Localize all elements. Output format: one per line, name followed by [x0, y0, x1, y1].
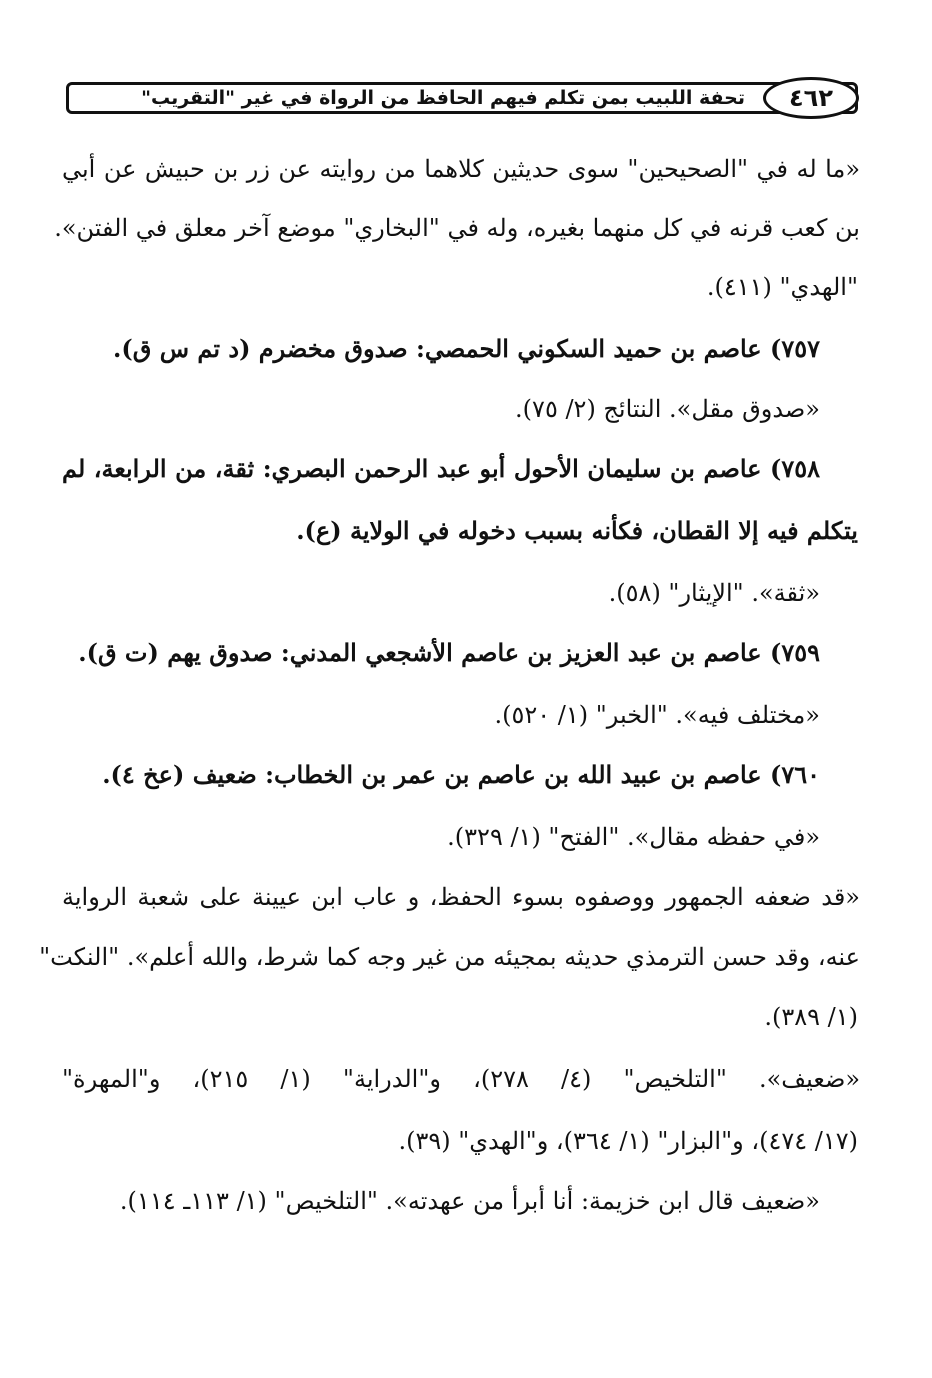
text-line: «ضعيف». "التلخيص" (٤/ ٢٧٨)، و"الدراية" (١/ ٢١٥)، و"المهرة" — [62, 1065, 861, 1093]
entry-758: ٧٥٨) عاصم بن سليمان الأحول أبو عبد الرحمن البصري: ثقة، من الرابعة، لم — [62, 454, 820, 483]
text-line: «مختلف فيه». "الخبر" (١/ ٥٢٠). — [494, 701, 820, 729]
text-line: «صدوق مقل». النتائج (٢/ ٧٥). — [515, 395, 820, 423]
text-line: بن كعب قرنه في كل منهما بغيره، وله في "البخاري" موضع آخر معلق في الفتن». — [54, 214, 860, 242]
text-line: (١٧/ ٤٧٤)، و"البزار" (١/ ٣٦٤)، و"الهدي" (٣٩). — [398, 1127, 858, 1155]
text-line: «قد ضعفه الجمهور ووصفوه بسوء الحفظ، و عاب ابن عيينة على شعبة الرواية — [62, 883, 860, 911]
text-line: عنه، وقد حسن الترمذي حديثه بمجيئه من غير وجه كما شرط، والله أعلم». "النكت" — [39, 943, 860, 971]
text-line: «في حفظه مقال». "الفتح" (١/ ٣٢٩). — [447, 823, 820, 851]
text-line: "الهدي" (٤١١). — [706, 273, 858, 301]
text-line: «ضعيف قال ابن خزيمة: أنا أبرأ من عهدته». "التلخيص" (١/ ١١٣ـ ١١٤). — [119, 1187, 820, 1215]
text-line: «ما له في "الصحيحين" سوى حديثين كلاهما من روايته عن زر بن حبيش عن أبي — [62, 155, 860, 183]
entry-757: ٧٥٧) عاصم بن حميد السكوني الحمصي: صدوق مخضرم (د تم س ق). — [113, 334, 820, 363]
running-header — [66, 82, 858, 114]
entry-760: ٧٦٠) عاصم بن عبيد الله بن عاصم بن عمر بن الخطاب: ضعيف (عخ ٤). — [102, 760, 820, 789]
entry-759: ٧٥٩) عاصم بن عبد العزيز بن عاصم الأشجعي المدني: صدوق يهم (ت ق). — [78, 638, 820, 667]
text-line: «ثقة». "الإيثار" (٥٨). — [608, 579, 820, 607]
text-line: (١/ ٣٨٩). — [764, 1003, 858, 1031]
page-number: ٤٦٢ — [763, 77, 859, 119]
header-title: تحفة اللبيب بمن تكلم فيهم الحافظ من الرواة في غير "التقريب" — [141, 87, 745, 109]
text-line: يتكلم فيه إلا القطان، فكأنه بسبب دخوله في الولاية (ع). — [296, 516, 858, 545]
